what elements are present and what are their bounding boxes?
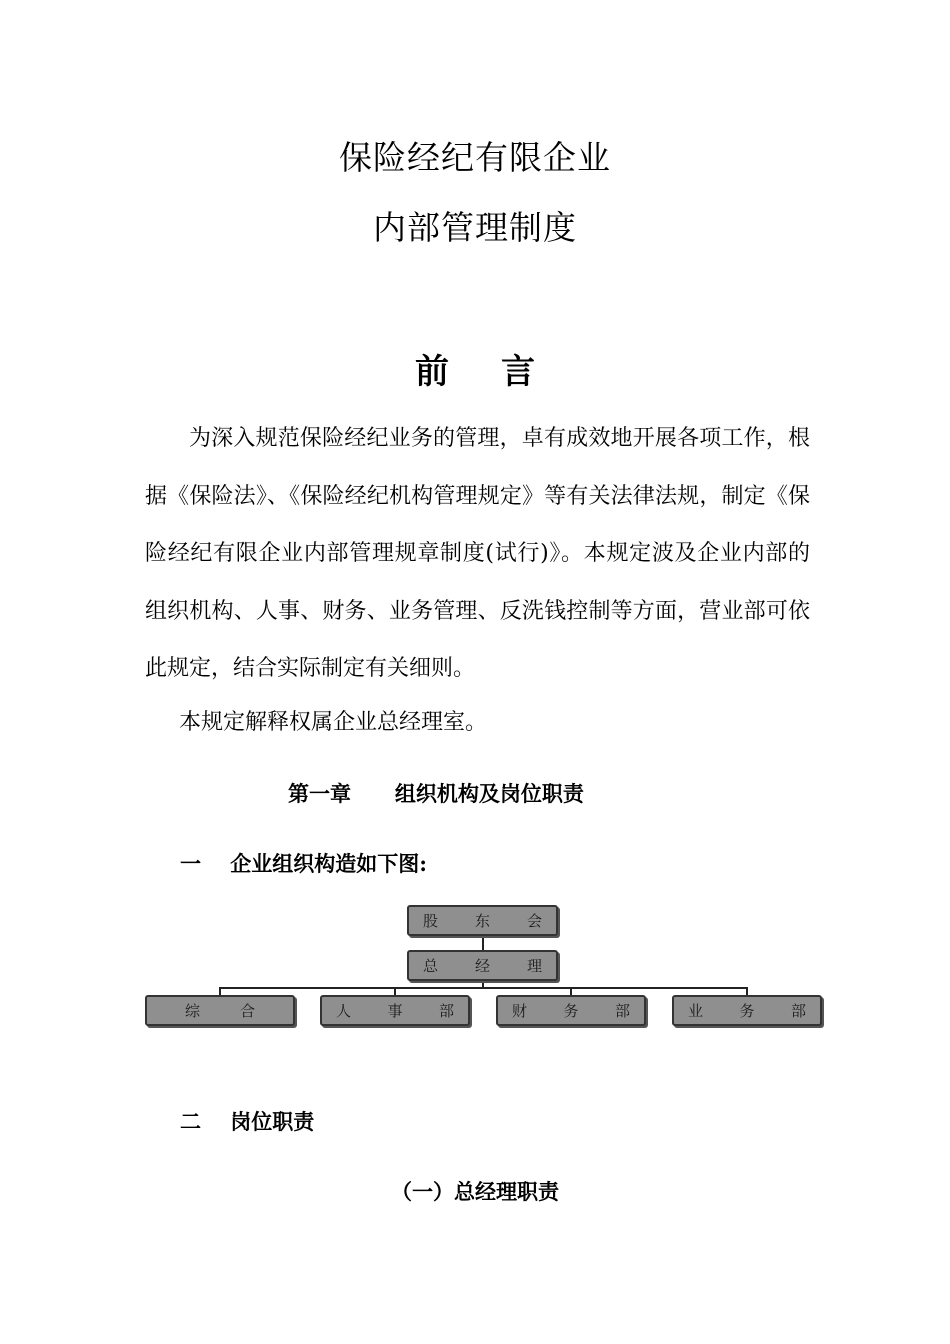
- org-box-char: 综: [185, 1002, 201, 1020]
- org-box-char: 事: [387, 1002, 403, 1020]
- connector-dept-2: [394, 987, 396, 997]
- org-box-general-affairs: [145, 995, 295, 1026]
- org-box-general-manager: [407, 950, 558, 981]
- org-box-char: 部: [790, 1002, 806, 1020]
- connector-dept-3: [570, 987, 572, 997]
- org-box-char: 理: [526, 957, 542, 975]
- org-box-char: 务: [739, 1002, 755, 1020]
- org-box-char: 总: [423, 957, 439, 975]
- connector-top-middle: [482, 935, 484, 952]
- connector-dept-1: [219, 987, 221, 997]
- connector-dept-4: [746, 987, 748, 997]
- org-box-shareholders: [407, 905, 558, 936]
- org-box-char: 业: [688, 1002, 704, 1020]
- subsection-gm-duties: （一）总经理职责: [391, 1179, 559, 1204]
- org-box-char: 股: [423, 912, 439, 930]
- org-box-char: 合: [239, 1002, 255, 1020]
- chapter-title: 第一章 组织机构及岗位职责: [288, 781, 584, 806]
- org-box-char: 会: [526, 912, 542, 930]
- interpretation-paragraph: 本规定解释权属企业总经理室。: [179, 710, 488, 735]
- org-box-hr-department: [320, 995, 470, 1026]
- preface-heading: 前言: [415, 352, 587, 392]
- preface-paragraph: 为深入规范保险经纪业务的管理，卓有成效地开展各项工作，根据《保险法》、《保险经纪机构管理规定》等有关法律法规，制定《保险经纪有限企业内部管理规章制度(试行)》。本规定波及企业内部的组织机构、人事、财务、业务管理、反洗钱控制等方面，营业部可依此规定，结合实际制定有关细则。: [145, 426, 810, 681]
- org-box-char: 务: [563, 1002, 579, 1020]
- connector-horizontal: [219, 987, 748, 989]
- document-title-line1: 保险经纪有限企业: [339, 138, 611, 177]
- org-box-business-department: [672, 995, 822, 1026]
- org-box-char: 部: [438, 1002, 454, 1020]
- org-box-char: 财: [512, 1002, 528, 1020]
- connector-middle-trunk: [482, 980, 484, 988]
- section-org-structure: 一 企业组织构造如下图:: [180, 851, 427, 876]
- org-box-char: 部: [614, 1002, 630, 1020]
- org-box-char: 人: [336, 1002, 352, 1020]
- org-box-finance-department: [496, 995, 646, 1026]
- section-job-duties: 二 岗位职责: [180, 1109, 315, 1134]
- org-box-char: 东: [474, 912, 490, 930]
- document-title-line2: 内部管理制度: [373, 208, 577, 247]
- org-box-char: 经: [474, 957, 490, 975]
